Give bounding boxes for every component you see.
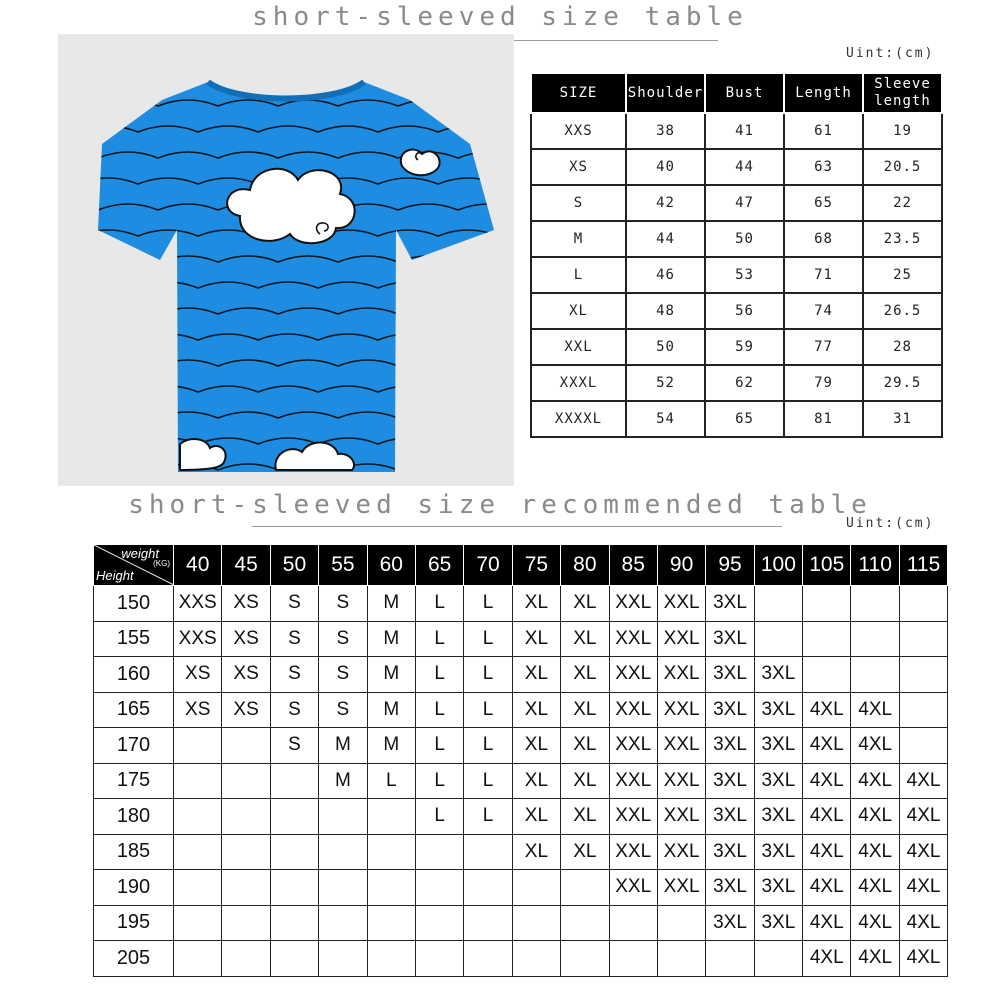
recommended-size-cell xyxy=(270,763,318,799)
recommended-size-cell xyxy=(270,941,318,977)
recommended-size-cell: XS xyxy=(174,657,222,693)
recommended-size-cell: 4XL xyxy=(803,799,851,835)
recommended-size-cell: 4XL xyxy=(851,692,899,728)
size-header-cell: Sleeve length xyxy=(863,73,942,113)
recommended-size-cell: S xyxy=(319,657,367,693)
measurement-cell: 47 xyxy=(705,185,784,221)
recommended-size-cell xyxy=(512,941,560,977)
recommended-size-cell xyxy=(851,657,899,693)
height-row xyxy=(94,657,948,693)
recommended-size-cell: L xyxy=(464,586,512,622)
recommend-table-header xyxy=(94,545,948,586)
size-label-cell: M xyxy=(531,221,626,257)
recommended-size-cell: XXL xyxy=(657,621,705,657)
size-row xyxy=(531,257,942,293)
recommended-size-cell xyxy=(464,941,512,977)
size-label-cell: XL xyxy=(531,293,626,329)
size-label-cell: S xyxy=(531,185,626,221)
recommended-size-cell: L xyxy=(464,799,512,835)
recommended-size-cell xyxy=(851,621,899,657)
measurement-cell: 62 xyxy=(705,365,784,401)
recommended-size-cell xyxy=(319,905,367,941)
recommended-size-cell: XXL xyxy=(609,870,657,906)
measurement-cell: 25 xyxy=(863,257,942,293)
recommended-size-cell: XS xyxy=(174,692,222,728)
size-label-cell: XXS xyxy=(531,113,626,149)
recommended-size-cell: L xyxy=(464,763,512,799)
size-row xyxy=(531,293,942,329)
height-row xyxy=(94,621,948,657)
weight-header-cell: 40 xyxy=(174,545,222,586)
measurement-cell: 59 xyxy=(705,329,784,365)
recommended-size-cell: S xyxy=(319,621,367,657)
size-label-cell: XXL xyxy=(531,329,626,365)
measurement-cell: 44 xyxy=(705,149,784,185)
recommended-size-cell: 4XL xyxy=(851,870,899,906)
recommended-size-cell: M xyxy=(319,763,367,799)
recommended-size-cell xyxy=(319,941,367,977)
recommended-size-cell xyxy=(319,799,367,835)
height-cell: 155 xyxy=(94,621,174,657)
recommended-size-cell: 4XL xyxy=(803,941,851,977)
height-row xyxy=(94,905,948,941)
recommended-size-cell: 4XL xyxy=(851,728,899,764)
recommended-size-cell xyxy=(367,941,415,977)
weight-header-cell: 105 xyxy=(803,545,851,586)
size-table-body xyxy=(531,113,942,437)
height-cell: 180 xyxy=(94,799,174,835)
size-label-cell: XS xyxy=(531,149,626,185)
measurement-cell: 63 xyxy=(784,149,863,185)
corner-height-label: Height xyxy=(96,568,134,583)
recommended-size-cell xyxy=(899,692,947,728)
recommended-size-cell: S xyxy=(270,692,318,728)
recommended-size-cell: XL xyxy=(512,799,560,835)
recommended-size-cell: XXS xyxy=(174,586,222,622)
recommended-size-cell: XXL xyxy=(657,834,705,870)
recommended-size-cell xyxy=(899,728,947,764)
height-cell: 160 xyxy=(94,657,174,693)
recommended-size-cell: XXL xyxy=(657,870,705,906)
measurement-cell: 20.5 xyxy=(863,149,942,185)
recommended-size-cell: XS xyxy=(222,657,270,693)
recommended-size-cell xyxy=(319,870,367,906)
recommended-size-cell: S xyxy=(270,621,318,657)
measurement-cell: 41 xyxy=(705,113,784,149)
header-corner xyxy=(94,545,174,586)
recommended-size-cell xyxy=(754,621,802,657)
recommended-size-cell: 3XL xyxy=(754,692,802,728)
recommended-size-cell: L xyxy=(464,621,512,657)
recommended-size-cell: 4XL xyxy=(851,941,899,977)
recommended-size-cell xyxy=(222,905,270,941)
recommended-size-cell xyxy=(851,586,899,622)
size-header-cell: Bust xyxy=(705,73,784,113)
recommended-size-cell: 3XL xyxy=(706,621,754,657)
recommend-table-body xyxy=(94,586,948,977)
measurement-cell: 52 xyxy=(626,365,705,401)
recommended-size-cell xyxy=(706,941,754,977)
recommend-table-unit: Uint:(cm) xyxy=(846,516,935,531)
height-row xyxy=(94,799,948,835)
recommended-size-cell: XXL xyxy=(657,763,705,799)
size-table xyxy=(530,72,943,438)
measurement-cell: 23.5 xyxy=(863,221,942,257)
weight-header-cell: 90 xyxy=(657,545,705,586)
recommended-size-cell: XL xyxy=(561,763,609,799)
measurement-cell: 50 xyxy=(626,329,705,365)
recommended-size-cell: 3XL xyxy=(706,834,754,870)
recommended-size-cell: XS xyxy=(222,621,270,657)
recommended-size-cell: XL xyxy=(561,692,609,728)
height-cell: 165 xyxy=(94,692,174,728)
tshirt-illustration xyxy=(58,34,514,486)
recommended-size-cell: XXL xyxy=(609,621,657,657)
recommended-size-cell: 4XL xyxy=(803,728,851,764)
measurement-cell: 40 xyxy=(626,149,705,185)
title-underline xyxy=(252,526,782,527)
recommended-size-cell xyxy=(174,870,222,906)
recommended-size-cell: XL xyxy=(512,692,560,728)
recommended-size-cell: 3XL xyxy=(754,728,802,764)
recommended-size-cell: 3XL xyxy=(754,657,802,693)
recommended-size-cell xyxy=(464,870,512,906)
height-row xyxy=(94,941,948,977)
height-row xyxy=(94,728,948,764)
measurement-cell: 26.5 xyxy=(863,293,942,329)
recommended-size-cell xyxy=(270,905,318,941)
recommend-table xyxy=(93,544,948,977)
recommended-size-cell xyxy=(415,834,463,870)
measurement-cell: 38 xyxy=(626,113,705,149)
weight-header-cell: 80 xyxy=(561,545,609,586)
size-header-cell: Shoulder xyxy=(626,73,705,113)
recommended-size-cell: XXL xyxy=(657,799,705,835)
recommended-size-cell xyxy=(174,799,222,835)
recommended-size-cell: L xyxy=(415,763,463,799)
measurement-cell: 48 xyxy=(626,293,705,329)
recommended-size-cell xyxy=(415,870,463,906)
size-row xyxy=(531,185,942,221)
corner-kg-label: (KG) xyxy=(153,559,170,568)
recommended-size-cell: M xyxy=(367,728,415,764)
recommended-size-cell xyxy=(657,905,705,941)
recommended-size-cell: 4XL xyxy=(899,799,947,835)
recommended-size-cell xyxy=(657,941,705,977)
height-cell: 195 xyxy=(94,905,174,941)
recommended-size-cell: 3XL xyxy=(706,728,754,764)
size-row xyxy=(531,149,942,185)
recommended-size-cell: XXL xyxy=(609,799,657,835)
product-image xyxy=(58,34,514,486)
measurement-cell: 56 xyxy=(705,293,784,329)
height-row xyxy=(94,870,948,906)
recommended-size-cell: XXL xyxy=(657,586,705,622)
recommend-table-title: short-sleeved size recommended table xyxy=(128,490,872,520)
recommended-size-cell: L xyxy=(415,657,463,693)
size-table-unit: Uint:(cm) xyxy=(846,46,935,61)
recommended-size-cell: XL xyxy=(561,834,609,870)
recommended-size-cell xyxy=(222,728,270,764)
recommended-size-cell xyxy=(222,870,270,906)
weight-header-cell: 65 xyxy=(415,545,463,586)
height-row xyxy=(94,586,948,622)
recommended-size-cell: S xyxy=(319,586,367,622)
recommended-size-cell xyxy=(561,870,609,906)
size-row xyxy=(531,113,942,149)
size-table-title: short-sleeved size table xyxy=(252,2,748,32)
recommended-size-cell: M xyxy=(367,586,415,622)
recommended-size-cell xyxy=(222,799,270,835)
weight-header-cell: 100 xyxy=(754,545,802,586)
recommended-size-cell: 3XL xyxy=(754,905,802,941)
recommended-size-cell xyxy=(464,834,512,870)
recommended-size-cell: XXL xyxy=(609,763,657,799)
recommended-size-cell: 3XL xyxy=(706,799,754,835)
recommended-size-cell: XXL xyxy=(657,657,705,693)
recommended-size-cell: XL xyxy=(512,728,560,764)
recommended-size-cell: XL xyxy=(512,834,560,870)
recommended-size-cell: 4XL xyxy=(851,799,899,835)
measurement-cell: 68 xyxy=(784,221,863,257)
measurement-cell: 53 xyxy=(705,257,784,293)
height-cell: 170 xyxy=(94,728,174,764)
size-row xyxy=(531,221,942,257)
size-header-cell: SIZE xyxy=(531,73,626,113)
recommended-size-cell: XXS xyxy=(174,621,222,657)
recommended-size-cell xyxy=(367,799,415,835)
height-cell: 205 xyxy=(94,941,174,977)
recommended-size-cell: XL xyxy=(512,763,560,799)
recommended-size-cell xyxy=(222,763,270,799)
recommended-size-cell xyxy=(367,870,415,906)
recommended-size-cell xyxy=(899,621,947,657)
measurement-cell: 65 xyxy=(705,401,784,437)
recommended-size-cell: L xyxy=(464,692,512,728)
recommended-size-cell: 3XL xyxy=(706,870,754,906)
recommended-size-cell xyxy=(367,905,415,941)
recommended-size-cell: 4XL xyxy=(803,763,851,799)
measurement-cell: 46 xyxy=(626,257,705,293)
recommended-size-cell xyxy=(415,905,463,941)
recommended-size-cell: XL xyxy=(561,621,609,657)
weight-header-cell: 110 xyxy=(851,545,899,586)
recommended-size-cell xyxy=(512,905,560,941)
size-label-cell: L xyxy=(531,257,626,293)
recommended-size-cell: XXL xyxy=(609,657,657,693)
weight-header-cell: 45 xyxy=(222,545,270,586)
size-row xyxy=(531,365,942,401)
recommended-size-cell xyxy=(803,621,851,657)
recommended-size-cell: M xyxy=(319,728,367,764)
recommended-size-cell: XXL xyxy=(609,692,657,728)
recommended-size-cell xyxy=(174,728,222,764)
recommended-size-cell: 3XL xyxy=(706,905,754,941)
recommended-size-cell: XS xyxy=(222,586,270,622)
size-table-header xyxy=(531,73,942,113)
recommended-size-cell: S xyxy=(319,692,367,728)
corner-weight-label: weight xyxy=(121,546,159,561)
height-cell: 190 xyxy=(94,870,174,906)
recommended-size-cell: L xyxy=(415,728,463,764)
recommended-size-cell: XL xyxy=(561,728,609,764)
measurement-cell: 22 xyxy=(863,185,942,221)
recommended-size-cell: 3XL xyxy=(754,763,802,799)
weight-header-cell: 85 xyxy=(609,545,657,586)
recommended-size-cell: 3XL xyxy=(754,870,802,906)
weight-header-cell: 50 xyxy=(270,545,318,586)
recommended-size-cell: L xyxy=(415,621,463,657)
recommended-size-cell: XXL xyxy=(609,728,657,764)
size-row xyxy=(531,329,942,365)
recommended-size-cell xyxy=(270,870,318,906)
size-label-cell: XXXL xyxy=(531,365,626,401)
recommended-size-cell: 4XL xyxy=(899,941,947,977)
recommended-size-cell: 4XL xyxy=(851,834,899,870)
recommended-size-cell: XXL xyxy=(609,834,657,870)
recommended-size-cell xyxy=(174,905,222,941)
recommended-size-cell xyxy=(367,834,415,870)
recommended-size-cell: XL xyxy=(561,586,609,622)
recommended-size-cell: M xyxy=(367,657,415,693)
recommended-size-cell xyxy=(803,657,851,693)
recommended-size-cell: S xyxy=(270,586,318,622)
recommended-size-cell: 4XL xyxy=(803,692,851,728)
weight-header-cell: 95 xyxy=(706,545,754,586)
recommended-size-cell xyxy=(270,799,318,835)
weight-header-cell: 70 xyxy=(464,545,512,586)
measurement-cell: 28 xyxy=(863,329,942,365)
height-row xyxy=(94,692,948,728)
recommended-size-cell: S xyxy=(270,657,318,693)
recommended-size-cell: 4XL xyxy=(899,870,947,906)
recommended-size-cell xyxy=(899,657,947,693)
recommended-size-cell xyxy=(270,834,318,870)
measurement-cell: 77 xyxy=(784,329,863,365)
recommended-size-cell xyxy=(609,905,657,941)
height-row xyxy=(94,834,948,870)
recommended-size-cell xyxy=(754,586,802,622)
recommended-size-cell: 4XL xyxy=(803,834,851,870)
measurement-cell: 65 xyxy=(784,185,863,221)
recommended-size-cell: L xyxy=(367,763,415,799)
recommended-size-cell: L xyxy=(415,799,463,835)
measurement-cell: 74 xyxy=(784,293,863,329)
recommended-size-cell: 4XL xyxy=(803,905,851,941)
measurement-cell: 44 xyxy=(626,221,705,257)
recommended-size-cell: 3XL xyxy=(706,692,754,728)
recommended-size-cell xyxy=(754,941,802,977)
measurement-cell: 19 xyxy=(863,113,942,149)
recommended-size-cell xyxy=(609,941,657,977)
measurement-cell: 54 xyxy=(626,401,705,437)
recommended-size-cell: L xyxy=(415,692,463,728)
recommended-size-cell: 4XL xyxy=(851,763,899,799)
weight-header-cell: 60 xyxy=(367,545,415,586)
measurement-cell: 71 xyxy=(784,257,863,293)
recommended-size-cell: L xyxy=(464,657,512,693)
recommended-size-cell: XS xyxy=(222,692,270,728)
recommended-size-cell: 3XL xyxy=(706,586,754,622)
measurement-cell: 61 xyxy=(784,113,863,149)
recommended-size-cell: L xyxy=(464,728,512,764)
recommended-size-cell: XXL xyxy=(609,586,657,622)
recommended-size-cell xyxy=(561,905,609,941)
height-cell: 185 xyxy=(94,834,174,870)
recommended-size-cell xyxy=(319,834,367,870)
recommended-size-cell: 4XL xyxy=(851,905,899,941)
recommended-size-cell xyxy=(222,941,270,977)
measurement-cell: 29.5 xyxy=(863,365,942,401)
height-row xyxy=(94,763,948,799)
recommended-size-cell: 3XL xyxy=(706,657,754,693)
recommended-size-cell: XL xyxy=(512,586,560,622)
size-header-cell: Length xyxy=(784,73,863,113)
recommended-size-cell xyxy=(415,941,463,977)
height-cell: 175 xyxy=(94,763,174,799)
measurement-cell: 31 xyxy=(863,401,942,437)
recommended-size-cell xyxy=(174,834,222,870)
recommended-size-cell: 3XL xyxy=(706,763,754,799)
measurement-cell: 42 xyxy=(626,185,705,221)
recommended-size-cell: 3XL xyxy=(754,834,802,870)
weight-header-cell: 75 xyxy=(512,545,560,586)
recommended-size-cell xyxy=(464,905,512,941)
recommended-size-cell: XXL xyxy=(657,728,705,764)
recommended-size-cell: L xyxy=(415,586,463,622)
recommended-size-cell: XL xyxy=(512,657,560,693)
recommended-size-cell xyxy=(174,763,222,799)
recommended-size-cell: M xyxy=(367,692,415,728)
recommended-size-cell: 4XL xyxy=(803,870,851,906)
recommended-size-cell: 3XL xyxy=(754,799,802,835)
recommended-size-cell: 4XL xyxy=(899,763,947,799)
recommended-size-cell xyxy=(899,586,947,622)
height-cell: 150 xyxy=(94,586,174,622)
weight-header-cell: 55 xyxy=(319,545,367,586)
recommended-size-cell: XXL xyxy=(657,692,705,728)
recommended-size-cell xyxy=(222,834,270,870)
recommended-size-cell: 4XL xyxy=(899,905,947,941)
size-label-cell: XXXXL xyxy=(531,401,626,437)
recommended-size-cell: M xyxy=(367,621,415,657)
recommended-size-cell xyxy=(561,941,609,977)
weight-header-cell: 115 xyxy=(899,545,947,586)
recommended-size-cell: XL xyxy=(561,799,609,835)
recommended-size-cell xyxy=(512,870,560,906)
size-row xyxy=(531,401,942,437)
recommended-size-cell: 4XL xyxy=(899,834,947,870)
recommended-size-cell: S xyxy=(270,728,318,764)
measurement-cell: 50 xyxy=(705,221,784,257)
recommended-size-cell: XL xyxy=(512,621,560,657)
recommended-size-cell: XL xyxy=(561,657,609,693)
measurement-cell: 81 xyxy=(784,401,863,437)
recommended-size-cell xyxy=(174,941,222,977)
measurement-cell: 79 xyxy=(784,365,863,401)
recommended-size-cell xyxy=(803,586,851,622)
